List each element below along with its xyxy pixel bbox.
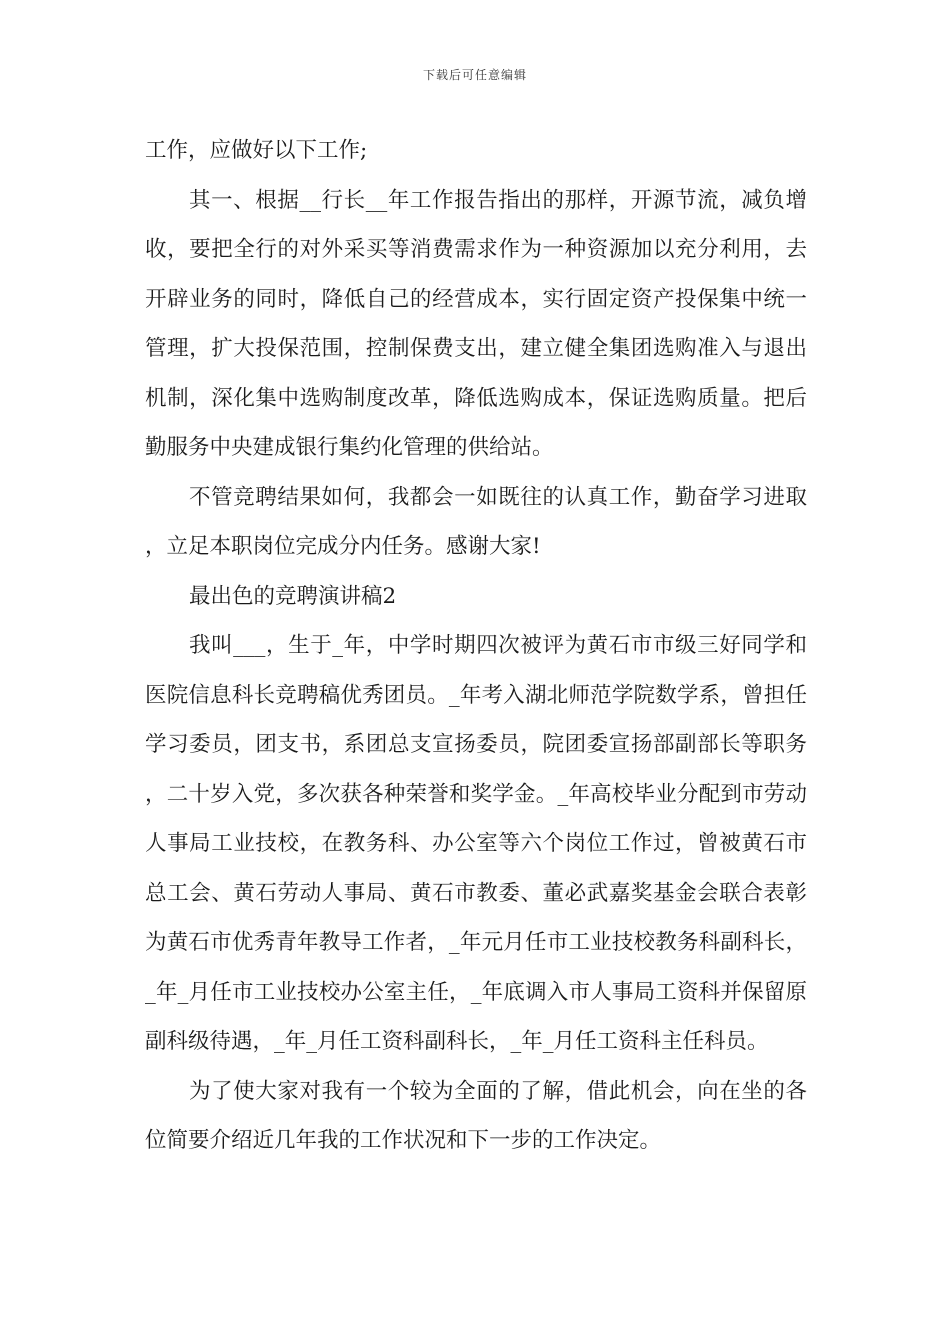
paragraph-point-one: 其一、根据__行长__年工作报告指出的那样，开源节流，减负增收，要把全行的对外采买等消费需求作为一种资源加以充分利用，去开辟业务的同时，降低自己的经营成本，实行固定资产投保集中统一管理，扩大投保范围，控制保费支出，建立健全集团选购准入与退出机制，深化集中选购制度改革，降低选购成本，保证选购质量。把后勤服务中央建成银行集约化管理的供给站。	[145, 187, 807, 460]
page-header: 下载后可任意编辑	[422, 68, 527, 82]
document-body	[145, 126, 807, 1166]
paragraph-overview: 为了使大家对我有一个较为全面的了解，借此机会，向在坐的各位简要介绍近几年我的工作状况和下一步的工作决定。	[145, 1078, 807, 1153]
paragraph-closing: 不管竞聘结果如何，我都会一如既往的认真工作，勤奋学习进取，立足本职岗位完成分内任务。感谢大家!	[145, 484, 807, 559]
section-title: 最出色的竞聘演讲稿2	[189, 583, 397, 609]
paragraph-self-introduction: 我叫___，生于_年，中学时期四次被评为黄石市市级三好同学和医院信息科长竞聘稿优秀团员。_年考入湖北师范学院数学系，曾担任学习委员，团支书，系团总支宣扬委员，院团委宣扬部副部长等职务，二十岁入党，多次获各种荣誉和奖学金。_年高校毕业分配到市劳动人事局工业技校，在教务科、办公室等六个岗位工作过，曾被黄石市总工会、黄石劳动人事局、黄石市教委、董必武嘉奖基金会联合表彰为黄石市优秀青年教导工作者，_年元月任市工业技校教务科副科长，_年_月任市工业技校办公室主任，_年底调入市人事局工资科并保留原副科级待遇，_年_月任工资科副科长，_年_月任工资科主任科员。	[145, 633, 807, 1054]
paragraph-continuation: 工作，应做好以下工作;	[145, 138, 368, 163]
